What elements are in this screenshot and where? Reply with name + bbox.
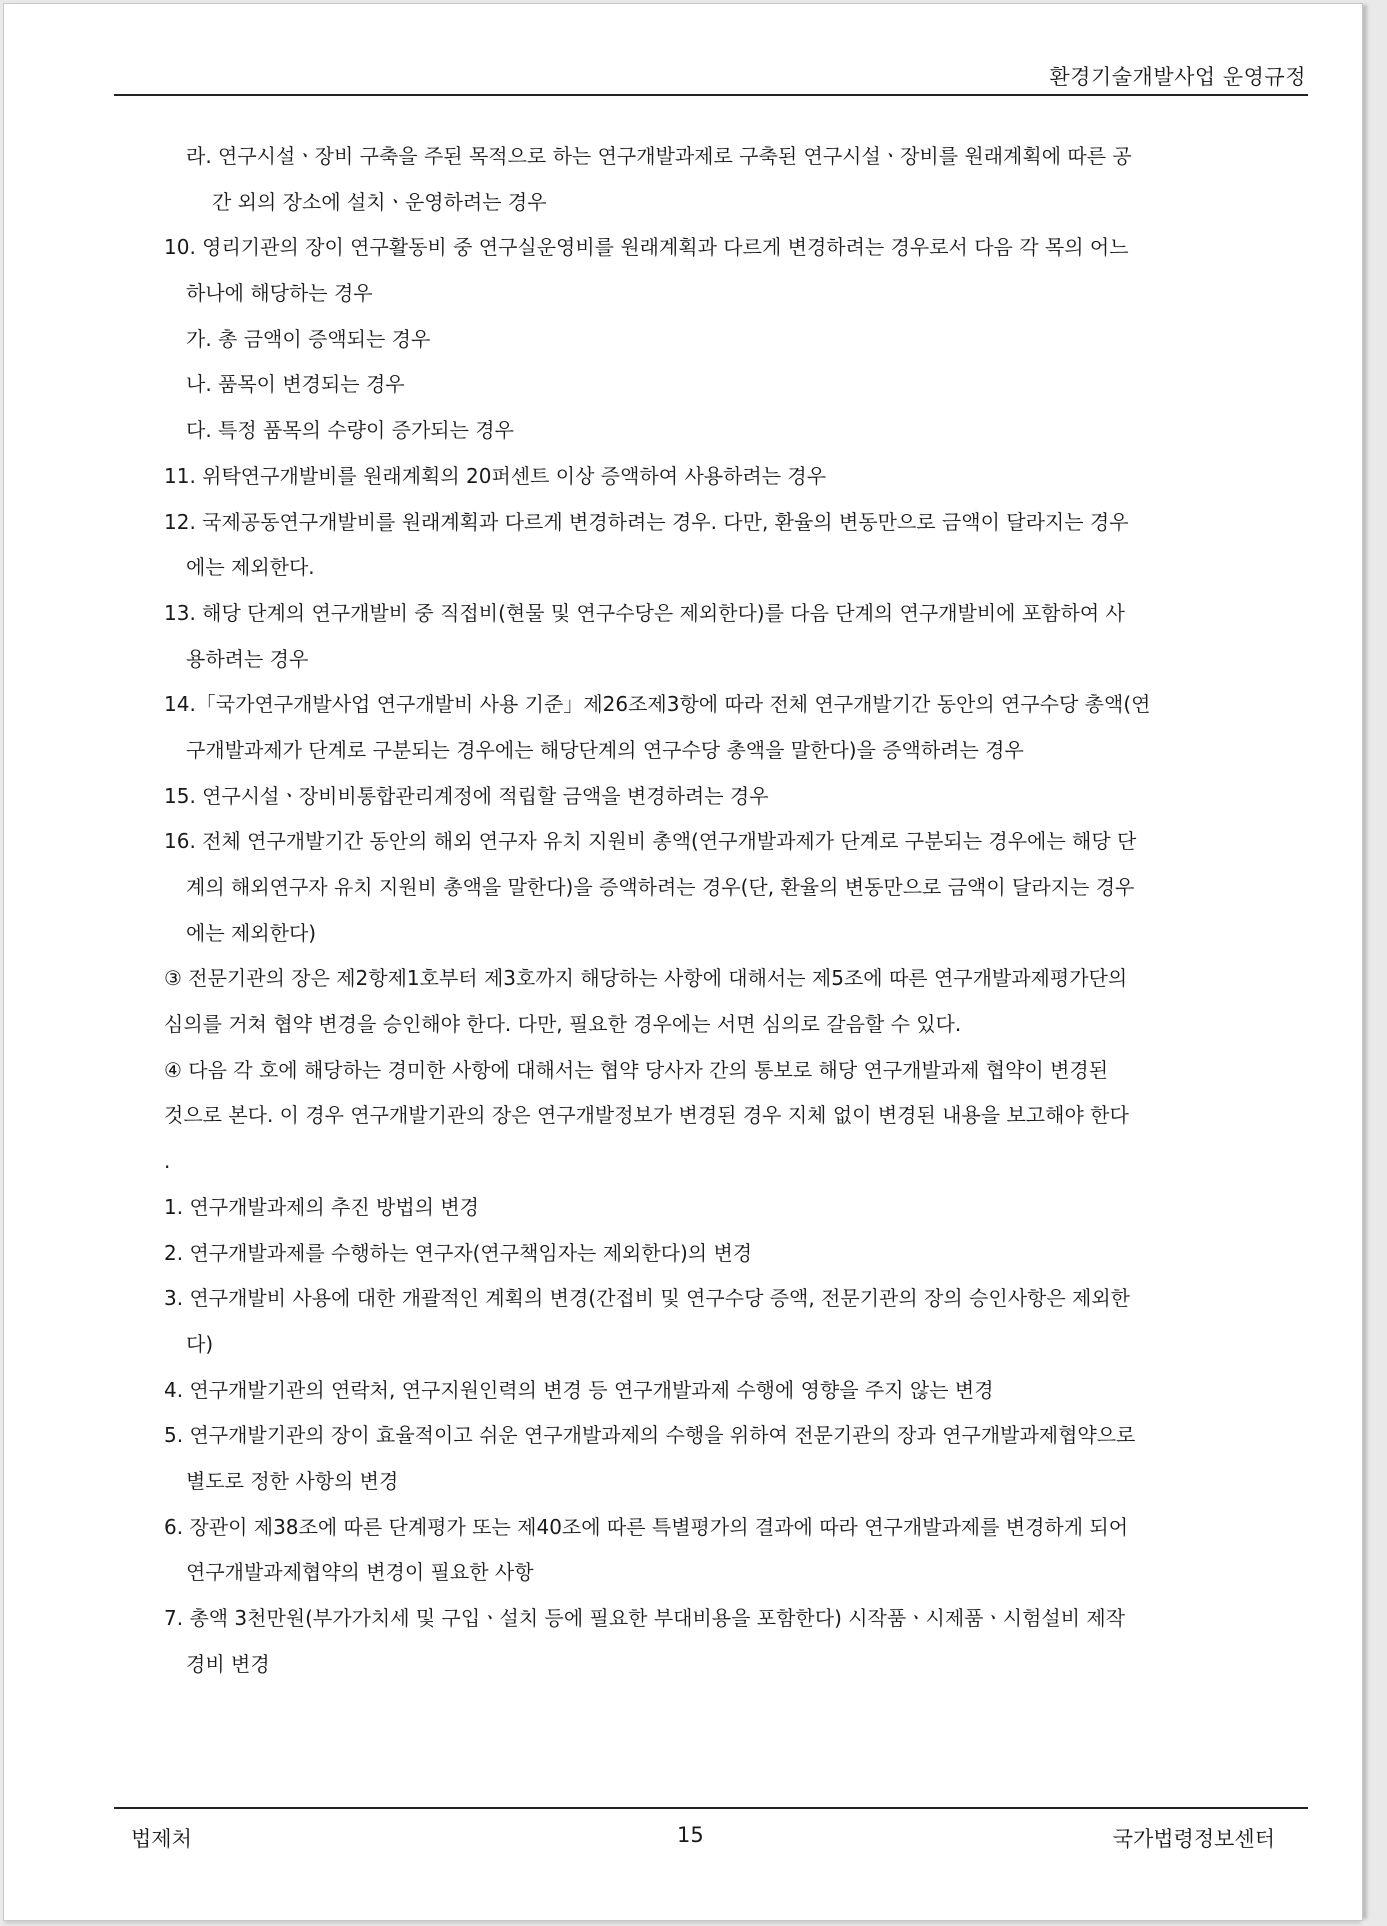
body-line [164, 875, 1309, 921]
body-line [164, 966, 1309, 1012]
body-line [164, 1423, 1309, 1469]
body-line-text: 것으로 본다. 이 경우 연구개발기관의 장은 연구개발정보가 변경된 경우 지체 없이 변경된 내용을 보고해야 한다 [164, 1103, 1129, 1128]
body-line [164, 1103, 1309, 1149]
document-header-title: 환경기술개발사업 운영규정 [1049, 65, 1306, 89]
body-line [164, 921, 1309, 967]
body-line [164, 1515, 1309, 1561]
footer-divider [114, 1807, 1308, 1809]
body-line [164, 1560, 1309, 1606]
body-line-text: 11. 위탁연구개발비를 원래계획의 20퍼센트 이상 증액하여 사용하려는 경우 [164, 463, 827, 488]
body-line [164, 510, 1309, 556]
body-line-text: 다) [186, 1331, 214, 1356]
body-line [164, 190, 1309, 236]
body-line [164, 1241, 1309, 1287]
body-line [164, 1012, 1309, 1058]
body-line-text: 14.「국가연구개발사업 연구개발비 사용 기준」제26조제3항에 따라 전체 연구개발기간 동안의 연구수당 총액(연 [164, 692, 1151, 717]
body-line-text: 10. 영리기관의 장이 연구활동비 중 연구실운영비를 원래계획과 다르게 변경하려는 경우로서 다음 각 목의 어느 [164, 235, 1129, 260]
body-line [164, 327, 1309, 373]
body-line-text: 7. 총액 3천만원(부가가치세 및 구입ㆍ설치 등에 필요한 부대비용을 포함한다) 시작품ㆍ시제품ㆍ시험설비 제작 [164, 1606, 1126, 1630]
header-divider [114, 94, 1308, 96]
body-line [164, 235, 1309, 281]
body-line [164, 372, 1309, 418]
body-line-text: 라. 연구시설ㆍ장비 구축을 주된 목적으로 하는 연구개발과제로 구축된 연구시설ㆍ장비를 원래계획에 따른 공 [186, 144, 1132, 168]
body-line-text: 2. 연구개발과제를 수행하는 연구자(연구책임자는 제외한다)의 변경 [164, 1240, 753, 1265]
body-line [164, 281, 1309, 327]
body-line-text: 간 외의 장소에 설치ㆍ운영하려는 경우 [212, 189, 547, 214]
body-line [164, 1332, 1309, 1378]
body-line-text: 경비 변경 [186, 1651, 270, 1676]
body-line-text: 4. 연구개발기관의 연락처, 연구지원인력의 변경 등 연구개발과제 수행에 영향을 주지 않는 변경 [164, 1377, 994, 1402]
body-line-text: 하나에 해당하는 경우 [186, 281, 373, 306]
body-line [164, 1286, 1309, 1332]
body-line-text: 에는 제외한다. [186, 555, 315, 580]
body-line-text: 13. 해당 단계의 연구개발비 중 직접비(현물 및 연구수당은 제외한다)를 다음 단계의 연구개발비에 포함하여 사 [164, 600, 1125, 625]
body-line-text: . [164, 1149, 171, 1174]
body-line-text: 가. 총 금액이 증액되는 경우 [186, 326, 431, 351]
body-line-text: 나. 품목이 변경되는 경우 [186, 372, 405, 397]
footer-source: 법제처 [131, 1827, 192, 1851]
body-line [164, 738, 1309, 784]
body-line-text: 에는 제외한다) [186, 920, 317, 945]
body-line [164, 1378, 1309, 1424]
body-line-text: 계의 해외연구자 유치 지원비 총액을 말한다)을 증액하려는 경우(단, 환율의 변동만으로 금액이 달라지는 경우 [186, 875, 1135, 899]
body-line-text: 심의를 거쳐 협약 변경을 승인해야 한다. 다만, 필요한 경우에는 서면 심의로 갈음할 수 있다. [164, 1012, 962, 1037]
body-line-text: 6. 장관이 제38조에 따른 단계평가 또는 제40조에 따른 특별평가의 결과에 따라 연구개발과제를 변경하게 되어 [164, 1514, 1129, 1539]
body-line-text: 15. 연구시설ㆍ장비비통합관리계정에 적립할 금액을 변경하려는 경우 [164, 783, 769, 808]
document-page [3, 3, 1363, 1921]
body-line-text: 12. 국제공동연구개발비를 원래계획과 다르게 변경하려는 경우. 다만, 환율의 변동만으로 금액이 달라지는 경우 [164, 509, 1129, 534]
body-line-text: 연구개발과제협약의 변경이 필요한 사항 [186, 1560, 534, 1585]
body-line-text: 1. 연구개발과제의 추진 방법의 변경 [164, 1194, 479, 1219]
body-line [164, 784, 1309, 830]
footer-publisher: 국가법령정보센터 [1112, 1827, 1275, 1851]
body-line [164, 555, 1309, 601]
body-line [164, 1058, 1309, 1104]
body-line [164, 464, 1309, 510]
body-line [164, 144, 1309, 190]
body-line [164, 1652, 1309, 1698]
body-line-text: 3. 연구개발비 사용에 대한 개괄적인 계획의 변경(간접비 및 연구수당 증액, 전문기관의 장의 승인사항은 제외한 [164, 1286, 1130, 1311]
body-line [164, 418, 1309, 464]
body-line [164, 1469, 1309, 1515]
body-line-text: 구개발과제가 단계로 구분되는 경우에는 해당단계의 연구수당 총액을 말한다)을 증액하려는 경우 [186, 737, 1024, 762]
body-line [164, 1195, 1309, 1241]
body-line-text: 다. 특정 품목의 수량이 증가되는 경우 [186, 418, 514, 443]
body-line-text: 16. 전체 연구개발기간 동안의 해외 연구자 유치 지원비 총액(연구개발과제가 단계로 구분되는 경우에는 해당 단 [164, 829, 1137, 854]
body-line [164, 601, 1309, 647]
page-number: 15 [677, 1823, 704, 1847]
document-body [164, 144, 1309, 1697]
body-line [164, 1606, 1309, 1652]
body-line [164, 692, 1309, 738]
body-line-text: 별도로 정한 사항의 변경 [186, 1468, 399, 1493]
body-line-text: 용하려는 경우 [186, 646, 309, 671]
body-line [164, 829, 1309, 875]
body-line-text: 5. 연구개발기관의 장이 효율적이고 쉬운 연구개발과제의 수행을 위하여 전문기관의 장과 연구개발과제협약으로 [164, 1423, 1136, 1448]
body-line [164, 647, 1309, 693]
body-line [164, 1149, 1309, 1195]
body-line-text: ③ 전문기관의 장은 제2항제1호부터 제3호까지 해당하는 사항에 대해서는 제5조에 따른 연구개발과제평가단의 [164, 966, 1128, 991]
body-line-text: ④ 다음 각 호에 해당하는 경미한 사항에 대해서는 협약 당사자 간의 통보로 해당 연구개발과제 협약이 변경된 [164, 1057, 1109, 1082]
